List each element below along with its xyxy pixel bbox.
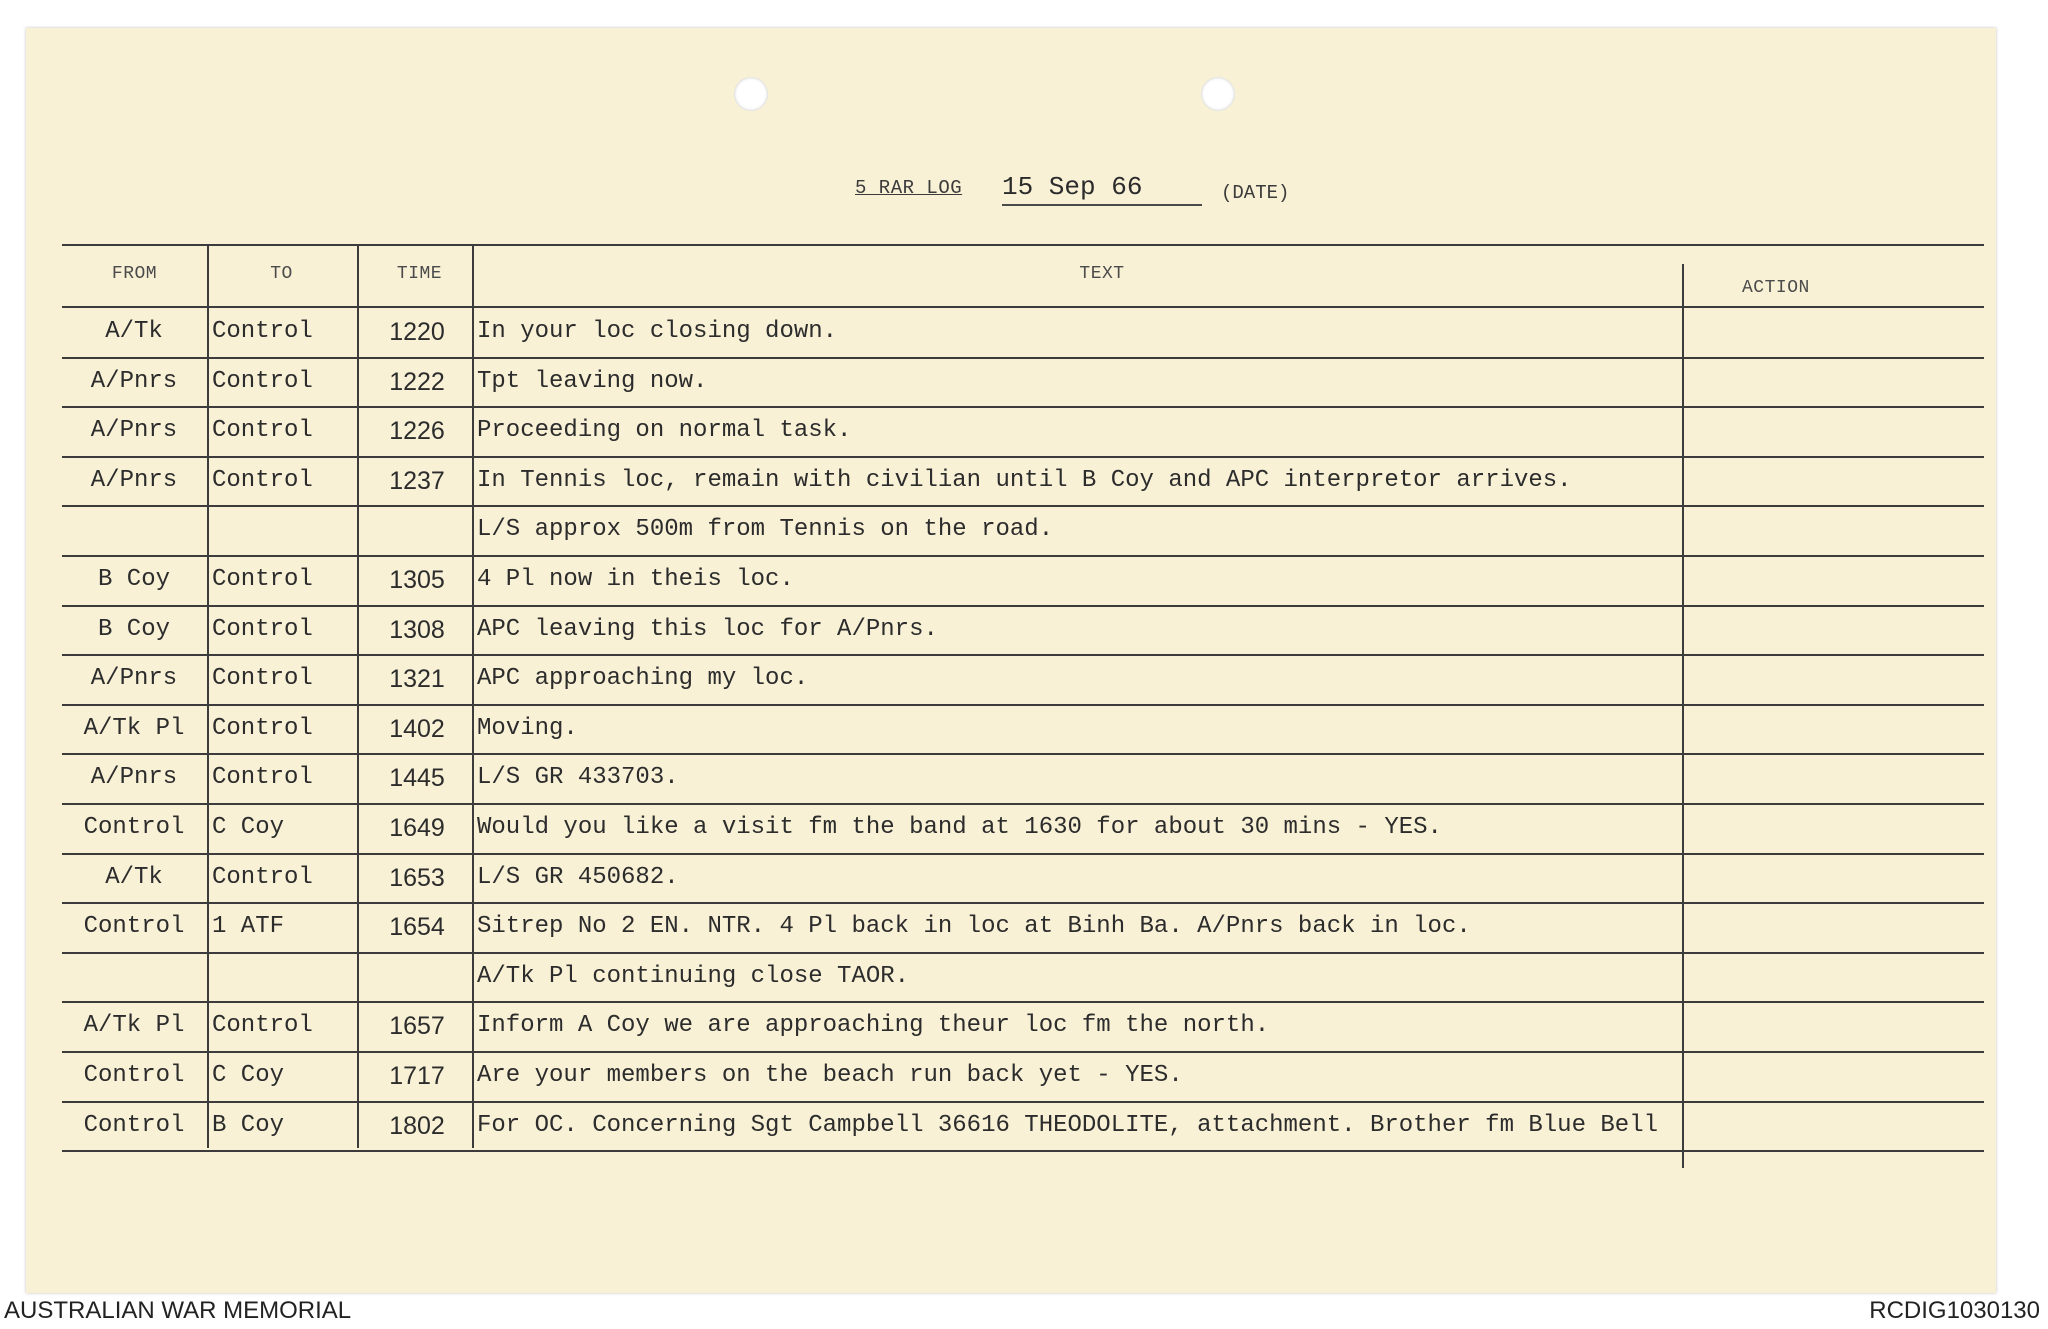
entry-from: A/Tk [105, 863, 163, 891]
log-header [830, 145, 1350, 205]
log-entry-row [62, 358, 1984, 408]
column-header-action: ACTION [1742, 278, 1810, 298]
entry-time: 1321 [389, 665, 445, 694]
entry-time: 1237 [389, 466, 445, 495]
log-entry-row [62, 1002, 1984, 1052]
entry-time: 1222 [389, 367, 445, 396]
log-entry-row [62, 506, 1984, 556]
entry-time: 1657 [389, 1012, 445, 1041]
log-entry-row [62, 407, 1984, 457]
entry-from: A/Pnrs [90, 466, 178, 494]
entry-to: C Coy [212, 814, 285, 841]
entry-time: 1802 [389, 1111, 445, 1140]
log-entry-row [62, 1102, 1984, 1152]
entry-text: L/S GR 450682. [477, 863, 679, 891]
column-header-from: FROM [111, 264, 158, 284]
entry-from: A/Tk Pl [83, 714, 185, 742]
entry-to: Control [212, 318, 313, 345]
entry-text: Sitrep No 2 EN. NTR. 4 Pl back in loc at Binh Ba. A/Pnrs back in loc. [477, 913, 1471, 941]
column-header-text: TEXT [1079, 264, 1125, 284]
log-entry-row [62, 953, 1984, 1003]
entry-time: 1649 [389, 814, 445, 842]
entry-text: For OC. Concerning Sgt Campbell 36616 THEODOLITE, attachment. Brother fm Blue Bell [477, 1111, 1658, 1139]
entry-from: Control [83, 814, 185, 841]
entry-to: B Coy [212, 1111, 285, 1139]
entry-text: A/Tk Pl continuing close TAOR. [477, 962, 910, 990]
date-label: (DATE) [1221, 182, 1290, 204]
entry-from: A/Pnrs [90, 764, 178, 792]
entry-to: C Coy [212, 1062, 285, 1089]
entry-text: Moving. [477, 714, 578, 742]
entry-text: Inform A Coy we are approaching theur loc fm the north. [477, 1012, 1270, 1040]
entry-to: 1 ATF [212, 913, 285, 941]
entry-from: A/Tk Pl [83, 1012, 185, 1040]
entry-to: Control [212, 1012, 313, 1040]
entry-time: 1445 [389, 764, 445, 793]
entry-from: Control [83, 913, 185, 941]
entry-time: 1220 [389, 318, 445, 346]
entry-from: Control [83, 1111, 185, 1139]
punch-hole-right [1201, 77, 1235, 111]
log-entry-row [62, 308, 1984, 358]
entry-time: 1717 [389, 1062, 445, 1090]
footer-institution: AUSTRALIAN WAR MEMORIAL [4, 1297, 352, 1324]
log-date: 15 Sep 66 [1002, 172, 1143, 202]
entry-time: 1402 [389, 714, 445, 743]
entry-text: Would you like a visit fm the band at 1630 for about 30 mins - YES. [477, 814, 1442, 841]
entry-to: Control [212, 863, 313, 891]
entry-from: B Coy [97, 566, 170, 593]
log-entry-row [62, 705, 1984, 755]
entry-text: Are your members on the beach run back yet - YES. [477, 1062, 1183, 1089]
log-table [62, 244, 1984, 1148]
table-top-rule [62, 244, 1984, 246]
punch-hole-left [734, 77, 768, 111]
entry-text: Proceeding on normal task. [477, 417, 852, 445]
entry-text: 4 Pl now in theis loc. [477, 566, 794, 593]
entry-from: Control [83, 1062, 185, 1089]
entry-text: In your loc closing down. [477, 318, 838, 345]
entry-to: Control [212, 714, 313, 742]
log-entry-row [62, 804, 1984, 854]
log-entry-row [62, 606, 1984, 656]
entry-to: Control [212, 466, 313, 494]
entry-from: A/Pnrs [90, 367, 178, 395]
log-entry-row [62, 754, 1984, 804]
entry-text: L/S GR 433703. [477, 764, 679, 792]
entry-to: Control [212, 764, 313, 792]
entry-text: In Tennis loc, remain with civilian until B Coy and APC interpretor arrives. [477, 466, 1572, 494]
date-underline [1002, 204, 1202, 206]
entry-text: APC leaving this loc for A/Pnrs. [477, 615, 938, 643]
log-entry-row [62, 903, 1984, 953]
entry-to: Control [212, 566, 313, 593]
entry-time: 1226 [389, 417, 445, 446]
log-entry-row [62, 457, 1984, 507]
log-name: 5 RAR LOG [855, 177, 963, 199]
entry-text: L/S approx 500m from Tennis on the road. [477, 516, 1054, 544]
log-entry-row [62, 854, 1984, 904]
log-entry-row [62, 556, 1984, 606]
row-rule [62, 1150, 1984, 1152]
entry-from: A/Tk [105, 318, 163, 345]
entry-to: Control [212, 417, 313, 445]
entry-time: 1308 [389, 615, 445, 644]
entry-from: A/Pnrs [90, 665, 178, 693]
entry-text: APC approaching my loc. [477, 665, 809, 693]
entry-to: Control [212, 665, 313, 693]
column-header-time: TIME [396, 264, 443, 284]
entry-to: Control [212, 367, 313, 395]
entry-from: A/Pnrs [90, 417, 178, 445]
entry-to: Control [212, 615, 313, 643]
entry-time: 1653 [389, 863, 445, 892]
entry-from: B Coy [97, 615, 170, 643]
footer-reference: RCDIG1030130 [1869, 1297, 2040, 1324]
log-entry-row [62, 655, 1984, 705]
entry-text: Tpt leaving now. [477, 367, 708, 395]
entry-time: 1305 [389, 566, 445, 594]
log-entry-row [62, 1052, 1984, 1102]
entry-time: 1654 [389, 913, 445, 942]
column-header-to: TO [270, 264, 293, 284]
